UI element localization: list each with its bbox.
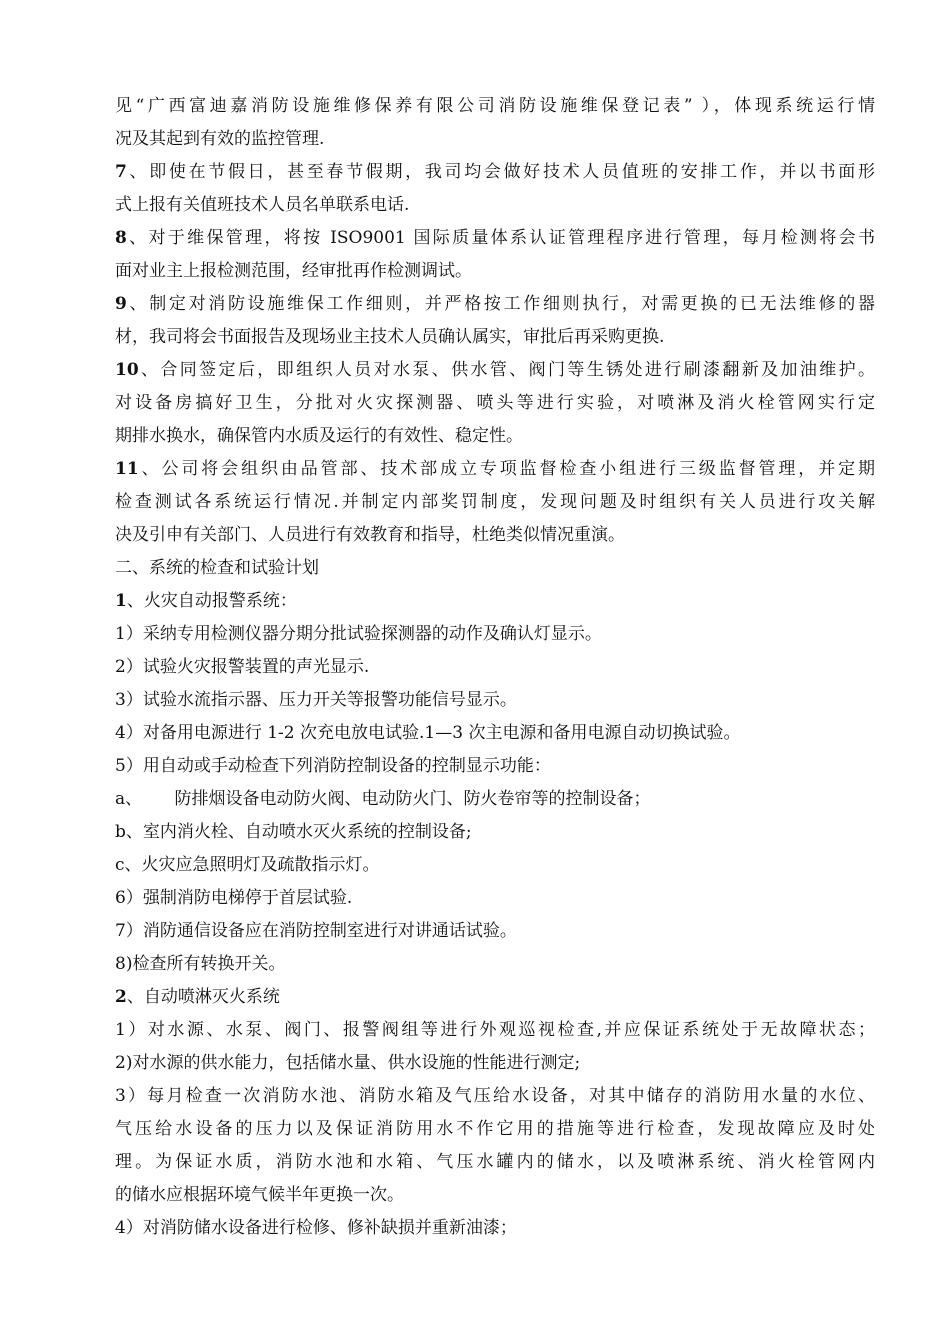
numbered-item: 10、合同签定后，即组织人员对水泵、供水管、阀门等生锈处进行刷漆翻新及加油维护。	[115, 360, 875, 380]
text-line: b、室内消火栓、自动喷水灭火系统的控制设备;	[115, 822, 472, 842]
numbered-item: 7、即使在节假日，甚至春节假期，我司均会做好技术人员值班的安排工作，并以书面形	[115, 162, 875, 182]
text-line: 理。为保证水质，消防水池和水箱、气压水罐内的储水，以及喷淋系统、消火栓管网内	[115, 1152, 875, 1172]
item-number: 9	[115, 294, 127, 314]
text-line: 8)检查所有转换开关。	[115, 954, 286, 974]
text-line: 5）用自动或手动检查下列消防控制设备的控制显示功能：	[115, 756, 551, 776]
text-line: 式上报有关值班技术人员名单联系电话.	[115, 195, 410, 215]
item-number: 10	[115, 360, 139, 380]
document-page	[115, 90, 875, 1245]
text-line: 见“广西富迪嘉消防设施维修保养有限公司消防设施维保登记表” ），体现系统运行情	[115, 96, 875, 116]
text-line: a、 防排烟设备电动防火阀、电动防火门、防火卷帘等的控制设备；	[115, 789, 651, 809]
text-line: 3）每月检查一次消防水池、消防水箱及气压给水设备，对其中储存的消防用水量的水位、	[115, 1086, 875, 1106]
text-line: 2）试验火灾报警装置的声光显示.	[115, 657, 370, 677]
item-number: 7	[115, 162, 127, 182]
text-line: 决及引申有关部门、人员进行有效教育和指导，杜绝类似情况重演。	[115, 525, 625, 545]
text-line: 期排水换水，确保管内水质及运行的有效性、稳定性。	[115, 426, 523, 446]
numbered-item: 9、制定对消防设施维保工作细则，并严格按工作细则执行，对需更换的已无法维修的器	[115, 294, 875, 314]
numbered-item: 1、火灾自动报警系统：	[115, 591, 297, 611]
text-line: 1）采纳专用检测仪器分期分批试验探测器的动作及确认灯显示。	[115, 624, 602, 644]
numbered-item: 2、自动喷淋灭火系统	[115, 987, 280, 1007]
text-line: c、火灾应急照明灯及疏散指示灯。	[115, 855, 380, 875]
text-line: 6）强制消防电梯停于首层试验.	[115, 888, 353, 908]
text-line: 2)对水源的供水能力，包括储水量、供水设施的性能进行测定;	[115, 1053, 581, 1073]
text-line: 面对业主上报检测范围，经审批再作检测调试。	[115, 261, 472, 281]
text-line: 4）对消防储水设备进行检修、修补缺损并重新油漆；	[115, 1218, 517, 1238]
item-number: 11	[115, 459, 139, 479]
text-line: 3）试验水流指示器、压力开关等报警功能信号显示。	[115, 690, 517, 710]
text-line: 检查测试各系统运行情况.并制定内部奖罚制度，发现问题及时组织有关人员进行攻关解	[115, 492, 875, 512]
text-line: 4）对备用电源进行 1-2 次充电放电试验.1—3 次主电源和备用电源自动切换试验。	[115, 723, 741, 743]
numbered-item: 8、对于维保管理，将按 ISO9001 国际质量体系认证管理程序进行管理，每月检测将会书	[115, 228, 875, 248]
text-line: 的储水应根据环境气候半年更换一次。	[115, 1185, 404, 1205]
text-line: 1）对水源、水泵、阀门、报警阀组等进行外观巡视检查,并应保证系统处于无故障状态；	[115, 1020, 875, 1040]
text-line: 况及其起到有效的监控管理.	[115, 129, 325, 149]
text-line: 对设备房搞好卫生，分批对火灾探测器、喷头等进行实验，对喷淋及消火栓管网实行定	[115, 393, 875, 413]
item-number: 8	[115, 228, 127, 248]
text-line: 7）消防通信设备应在消防控制室进行对讲通话试验。	[115, 921, 517, 941]
text-line: 气压给水设备的压力以及保证消防用水不作它用的措施等进行检查，发现故障应及时处	[115, 1119, 875, 1139]
section-heading: 二、系统的检查和试验计划	[115, 558, 319, 578]
text-line: 材，我司将会书面报告及现场业主技术人员确认属实，审批后再采购更换.	[115, 327, 665, 347]
item-number: 2	[115, 987, 127, 1007]
numbered-item: 11、公司将会组织由品管部、技术部成立专项监督检查小组进行三级监督管理，并定期	[115, 459, 875, 479]
item-number: 1	[115, 591, 127, 611]
